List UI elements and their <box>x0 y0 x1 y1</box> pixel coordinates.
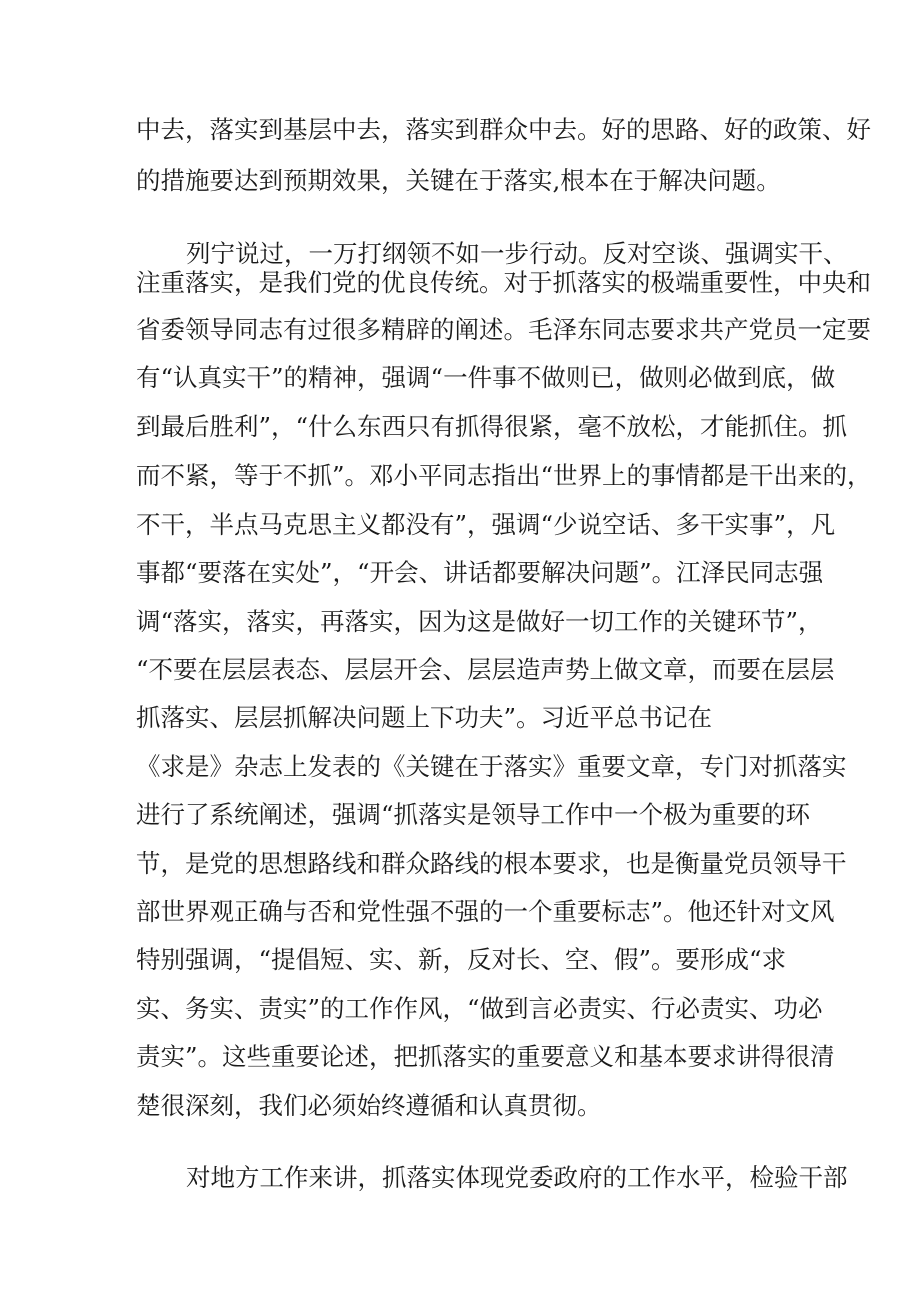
text-line: 责实”。这些重要论述，把抓落实的重要意义和基本要求讲得很清 <box>136 1042 835 1071</box>
text-line: 对地方工作来讲，抓落实体现党委政府的工作水平，检验干部 <box>186 1163 848 1192</box>
text-line: 部世界观正确与否和党性强不强的一个重要标志”。他还针对文风 <box>136 897 835 926</box>
text-line: 中去，落实到基层中去，落实到群众中去。好的思路、好的政策、好 <box>136 115 871 144</box>
text-line: 有“认真实干”的精神，强调“一件事不做则已，做则必做到底，做 <box>136 363 836 392</box>
text-line: 注重落实，是我们党的优良传统。对于抓落实的极端重要性，中央和 <box>136 268 871 297</box>
text-line: 调“落实，落实，再落实，因为这是做好一切工作的关键环节”， <box>136 607 823 636</box>
text-line: “不要在层层表态、层层开会、层层造声势上做文章，而要在层层 <box>136 655 835 684</box>
text-line: 楚很深刻，我们必须始终遵循和认真贯彻。 <box>136 1091 602 1120</box>
text-line: 节，是党的思想路线和群众路线的根本要求，也是衡量党员领导干 <box>136 849 847 878</box>
text-line: 到最后胜利”，“什么东西只有抓得很紧，毫不放松，才能抓住。抓 <box>136 412 848 441</box>
text-line: 《求是》杂志上发表的《关键在于落实》重要文章，专门对抓落实 <box>136 752 847 781</box>
text-line: 事都“要落在实处”，“开会、讲话都要解决问题”。江泽民同志强 <box>136 558 824 587</box>
text-line: 而不紧，等于不抓”。邓小平同志指出“世界上的事情都是干出来的， <box>136 461 872 490</box>
text-line: 抓落实、层层抓解决问题上下功夫”。习近平总书记在 <box>136 703 713 732</box>
text-line: 不干，半点马克思主义都没有”，强调“少说空话、多干实事”，凡 <box>136 510 836 539</box>
text-line: 省委领导同志有过很多精辟的阐述。毛泽东同志要求共产党员一定要 <box>136 315 871 344</box>
text-line: 进行了系统阐述，强调“抓落实是领导工作中一个极为重要的环 <box>136 800 811 829</box>
text-line: 特别强调，“提倡短、实、新，反对长、空、假”。要形成“求 <box>136 945 787 974</box>
text-line: 的措施要达到预期效果，关键在于落实,根本在于解决问题。 <box>136 166 781 195</box>
text-line: 实、务实、责实”的工作作风，“做到言必责实、行必责实、功必 <box>136 994 823 1023</box>
text-line: 列宁说过，一万打纲领不如一步行动。反对空谈、强调实干、 <box>186 239 848 268</box>
